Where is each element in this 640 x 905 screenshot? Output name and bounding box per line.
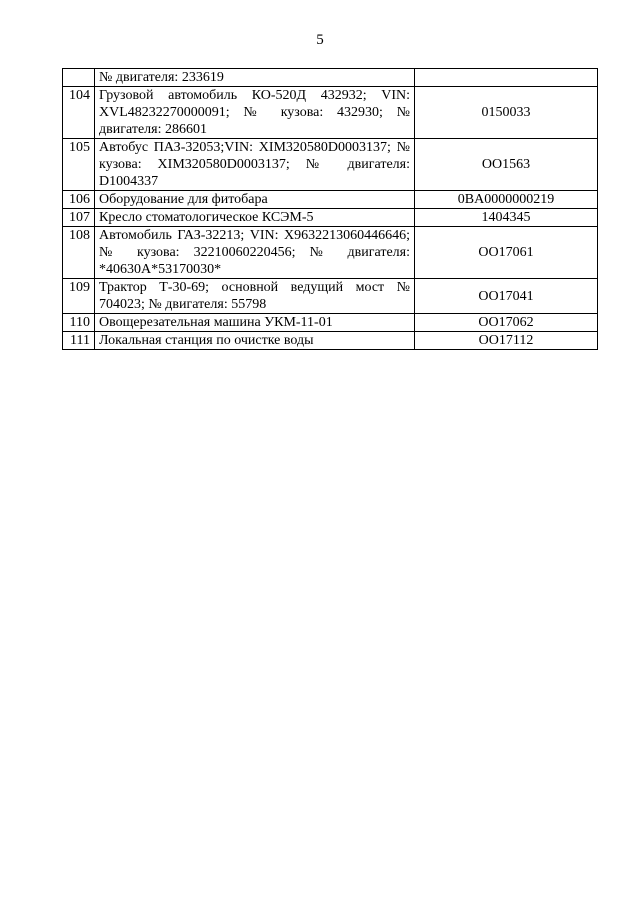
row-description: Грузовой автомобиль КО-520Д 432932; VIN: XVL48232270000091; № кузова: 432930; № двигателя: 286601: [95, 87, 415, 139]
row-inventory-code: 1404345: [415, 209, 598, 227]
row-inventory-code: OO17062: [415, 314, 598, 332]
row-description: Локальная станция по очистке воды: [95, 332, 415, 350]
row-description: Кресло стоматологическое КСЭМ-5: [95, 209, 415, 227]
row-number: 106: [63, 191, 95, 209]
row-number: 108: [63, 227, 95, 279]
row-number: [63, 69, 95, 87]
row-description: № двигателя: 233619: [95, 69, 415, 87]
table-row: [63, 279, 598, 314]
row-number: 110: [63, 314, 95, 332]
row-number: 107: [63, 209, 95, 227]
row-inventory-code: 0BA0000000219: [415, 191, 598, 209]
table-row: [63, 332, 598, 350]
row-inventory-code: OO1563: [415, 139, 598, 191]
table-row: [63, 69, 598, 87]
table-row: [63, 139, 598, 191]
row-number: 111: [63, 332, 95, 350]
row-inventory-code: OO17041: [415, 279, 598, 314]
row-inventory-code: OO17061: [415, 227, 598, 279]
page-number: 5: [316, 32, 324, 48]
inventory-table: [62, 68, 598, 350]
row-inventory-code: 0150033: [415, 87, 598, 139]
table-row: [63, 209, 598, 227]
table-row: [63, 191, 598, 209]
table-row: [63, 87, 598, 139]
row-number: 105: [63, 139, 95, 191]
row-description: Автобус ПАЗ-32053;VIN: XIM320580D0003137; № кузова: XIM320580D0003137; № двигателя: D1004337: [95, 139, 415, 191]
row-description: Овощерезательная машина УКМ-11-01: [95, 314, 415, 332]
row-description: Трактор Т-30-69; основной ведущий мост № 704023; № двигателя: 55798: [95, 279, 415, 314]
row-number: 109: [63, 279, 95, 314]
row-description: Автомобиль ГАЗ-32213; VIN: X9632213060446646; № кузова: 32210060220456; № двигателя: *40630А*53170030*: [95, 227, 415, 279]
row-number: 104: [63, 87, 95, 139]
table-row: [63, 314, 598, 332]
row-inventory-code: OO17112: [415, 332, 598, 350]
row-description: Оборудование для фитобара: [95, 191, 415, 209]
row-inventory-code: [415, 69, 598, 87]
table-row: [63, 227, 598, 279]
